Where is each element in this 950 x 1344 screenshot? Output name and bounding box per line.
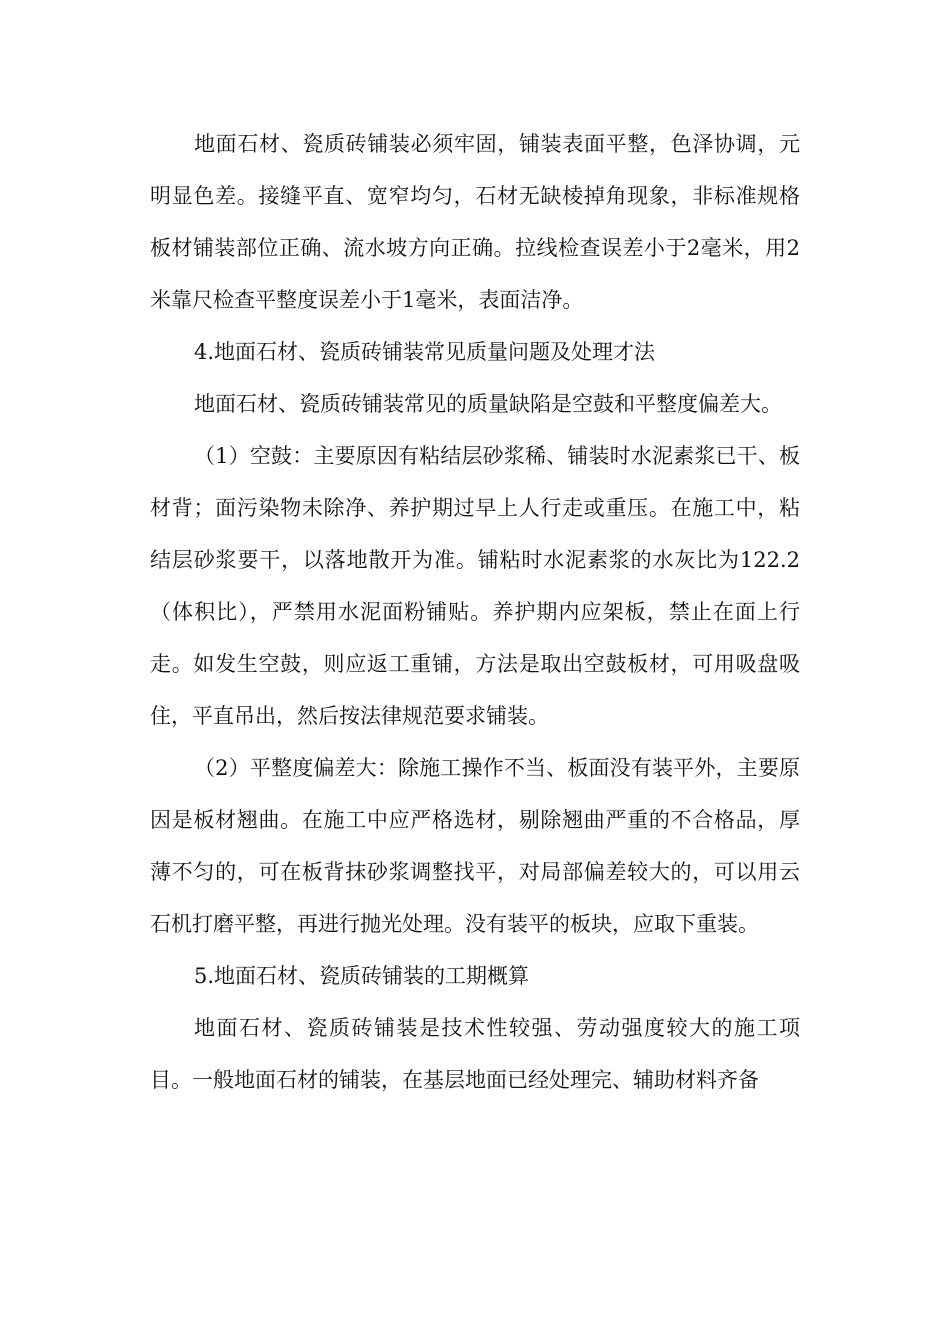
document-body	[150, 118, 800, 1106]
paragraph-quality-standard: 地面石材、瓷质砖铺装必须牢固，铺装表面平整，色泽协调，元明显色差。接缝平直、宽窄均匀，石材无缺棱掉角现象，非标准规格板材铺装部位正确、流水坡方向正确。拉线检查误差小于2毫米，用2米靠尺检查平整度误差小于1毫米，表面洁净。	[150, 132, 800, 312]
section-heading-5: 5.地面石材、瓷质砖铺装的工期概算	[194, 964, 530, 988]
paragraph-flatness-deviation: （2）平整度偏差大：除施工操作不当、板面没有装平外，主要原因是板材翘曲。在施工中应严格选材，剔除翘曲严重的不合格品，厚薄不匀的，可在板背抹砂浆调整找平，对局部偏差较大的，可以用云石机打磨平整，再进行抛光处理。没有装平的板块，应取下重装。	[150, 756, 800, 936]
paragraph-hollowing: （1）空鼓：主要原因有粘结层砂浆稀、铺装时水泥素浆已干、板材背；面污染物未除净、养护期过早上人行走或重压。在施工中，粘结层砂浆要干，以落地散开为准。铺粘时水泥素浆的水灰比为122.2（体积比），严禁用水泥面粉铺贴。养护期内应架板，禁止在面上行走。如发生空鼓，则应返工重铺，方法是取出空鼓板材，可用吸盘吸住，平直吊出，然后按法律规范要求铺装。	[150, 444, 800, 728]
paragraph-defects-intro: 地面石材、瓷质砖铺装常见的质量缺陷是空鼓和平整度偏差大。	[194, 392, 782, 416]
section-heading-4: 4.地面石材、瓷质砖铺装常见质量问题及处理才法	[194, 340, 656, 364]
paragraph-schedule-estimate: 地面石材、瓷质砖铺装是技术性较强、劳动强度较大的施工项目。一般地面石材的铺装，在基层地面已经处理完、辅助材料齐备	[150, 1016, 800, 1092]
